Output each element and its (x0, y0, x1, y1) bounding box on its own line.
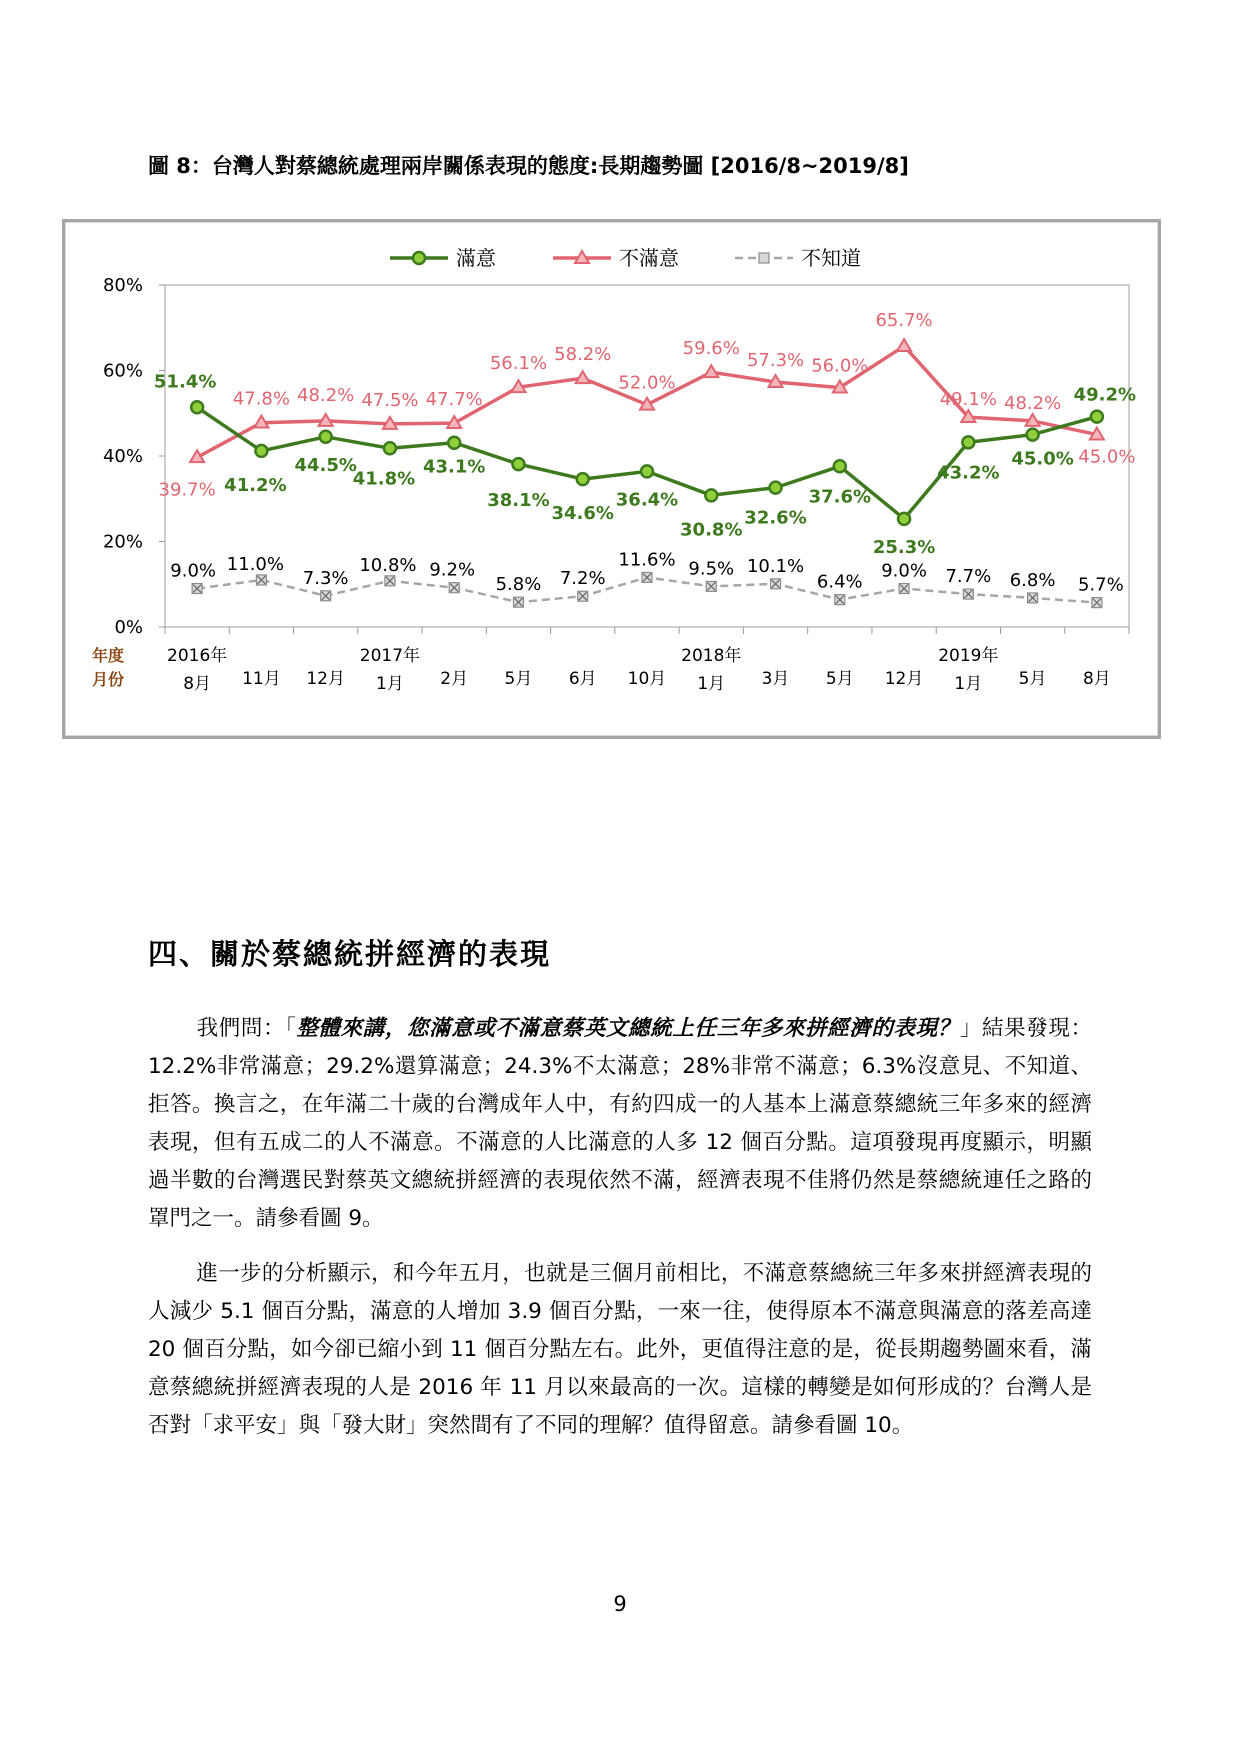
x-year-label: 2016年 (167, 646, 228, 666)
data-point-satisfied (512, 458, 524, 470)
data-label-satisfied: 36.4% (615, 489, 679, 511)
data-label-unknown: 9.5% (688, 558, 735, 580)
data-label-dissatisfied: 49.1% (939, 389, 997, 411)
page-number: 9 (613, 1592, 627, 1616)
question-close: 」 (959, 1016, 982, 1041)
data-point-unknown (1092, 598, 1102, 608)
data-point-unknown (513, 597, 523, 607)
data-point-satisfied (384, 442, 396, 454)
data-label-dissatisfied: 56.1% (489, 353, 548, 375)
data-point-satisfied (962, 436, 974, 448)
data-point-satisfied (320, 431, 332, 443)
data-point-satisfied (448, 437, 460, 449)
data-point-satisfied (1027, 429, 1039, 441)
trend-line-chart (65, 222, 1158, 736)
data-point-unknown (899, 584, 909, 594)
legend-marker-circle (413, 252, 425, 264)
x-month-label: 5月 (825, 669, 854, 689)
y-tick-label: 0% (114, 617, 143, 638)
data-label-satisfied: 43.2% (937, 462, 1000, 484)
x-year-label: 2019年 (938, 646, 999, 666)
data-label-unknown: 5.7% (1077, 574, 1124, 596)
x-month-label: 6月 (568, 669, 597, 689)
y-tick-label: 80% (102, 275, 143, 296)
x-month-label: 12月 (884, 669, 924, 689)
data-label-satisfied: 37.6% (808, 486, 872, 508)
x-month-label: 11月 (242, 669, 281, 689)
figure-caption: 圖 8：台灣人對蔡總統處理兩岸關係表現的態度:長期趨勢圖 [2016/8~2019/8] (148, 154, 909, 178)
data-label-dissatisfied: 48.2% (1004, 392, 1062, 414)
x-month-label: 5月 (1018, 669, 1047, 689)
data-point-unknown (256, 575, 266, 585)
data-label-satisfied: 38.1% (487, 490, 550, 512)
y-tick-label: 60% (102, 360, 143, 382)
x-row-label-year: 年度 (92, 646, 125, 665)
data-label-satisfied: 25.3% (872, 536, 936, 558)
data-label-satisfied: 44.5% (294, 454, 357, 476)
x-row-label-month: 月份 (92, 670, 125, 689)
data-point-satisfied (191, 401, 203, 413)
x-month-label: 1月 (697, 674, 726, 694)
data-label-unknown: 9.2% (429, 559, 476, 581)
x-month-label: 10月 (627, 669, 667, 689)
data-point-unknown (449, 583, 459, 593)
x-year-label: 2018年 (681, 646, 742, 666)
data-label-dissatisfied: 52.0% (618, 372, 676, 394)
data-label-satisfied: 30.8% (680, 519, 743, 541)
data-label-unknown: 10.1% (746, 555, 805, 577)
data-label-dissatisfied: 39.7% (158, 479, 216, 501)
data-label-dissatisfied: 65.7% (875, 310, 933, 332)
x-month-label: 1月 (376, 674, 404, 694)
paragraph-economy-question (148, 1010, 1092, 1238)
data-point-satisfied (577, 473, 589, 485)
data-label-satisfied: 34.6% (551, 503, 614, 525)
data-point-unknown (1028, 593, 1038, 603)
data-label-unknown: 10.8% (359, 554, 417, 576)
data-point-satisfied (1091, 411, 1103, 423)
data-label-dissatisfied: 57.3% (746, 350, 805, 372)
data-label-unknown: 5.8% (495, 574, 542, 596)
data-label-unknown: 9.0% (881, 560, 927, 582)
data-label-unknown: 9.0% (170, 560, 217, 582)
x-year-label: 2017年 (359, 646, 421, 666)
data-point-dissatisfied (897, 339, 911, 351)
chart-frame (62, 219, 1161, 739)
x-month-label: 2月 (440, 669, 469, 689)
data-label-dissatisfied: 47.5% (361, 389, 419, 411)
data-label-unknown: 6.8% (1009, 569, 1056, 591)
data-point-unknown (963, 589, 973, 599)
data-point-unknown (385, 576, 395, 586)
data-point-satisfied (898, 513, 910, 525)
x-month-label: 5月 (504, 669, 533, 689)
legend-label: 滿意 (456, 246, 496, 270)
question-lead: 我們問：「 (196, 1016, 297, 1041)
section-heading: 四、關於蔡總統拼經濟的表現 (148, 937, 552, 971)
data-label-satisfied: 45.0% (1011, 448, 1074, 470)
data-label-unknown: 7.3% (302, 567, 349, 589)
data-point-unknown (835, 595, 845, 605)
data-point-unknown (771, 579, 781, 589)
data-label-satisfied: 51.4% (153, 371, 217, 393)
data-label-unknown: 11.6% (618, 549, 676, 571)
y-tick-label: 20% (102, 531, 143, 553)
y-tick-label: 40% (102, 446, 143, 467)
data-point-unknown (321, 591, 331, 601)
legend-label: 不滿意 (619, 246, 679, 270)
data-label-dissatisfied: 59.6% (682, 338, 740, 360)
data-point-satisfied (770, 482, 782, 494)
data-label-satisfied: 43.1% (422, 456, 486, 478)
data-point-unknown (192, 584, 202, 594)
data-label-satisfied: 49.2% (1073, 384, 1137, 406)
data-point-satisfied (641, 465, 653, 477)
legend-label: 不知道 (801, 246, 861, 270)
data-label-satisfied: 41.2% (224, 474, 287, 496)
data-label-unknown: 6.4% (816, 571, 863, 593)
data-label-unknown: 11.0% (226, 553, 284, 575)
paragraph-body: 結果發現：12.2%非常滿意；29.2%還算滿意；24.3%不太滿意；28%非常不滿意；6.3%沒意見、不知道、拒答。換言之，在年滿二十歲的台灣成年人中，有約四成一的人基本上滿意蔡總統三年多來的經濟表現，但有五成二的人不滿意。不滿意的人比滿意的人多 12 個百分點。這項發現再度顯示，明顯過半數的台灣選民對蔡英文總統拼經濟的表現依然不滿，經濟表現不佳將仍然是蔡總統連任之路的罩門之一。請參看圖 9。 (148, 1016, 1092, 1231)
data-point-unknown (706, 581, 716, 591)
data-label-dissatisfied: 48.2% (297, 384, 355, 406)
x-month-label: 8月 (183, 674, 212, 694)
data-label-unknown: 7.7% (945, 566, 992, 588)
data-label-satisfied: 41.8% (352, 468, 416, 490)
data-point-dissatisfied (704, 365, 718, 377)
data-label-unknown: 7.2% (559, 568, 606, 590)
x-month-label: 8月 (1082, 669, 1111, 689)
data-label-dissatisfied: 47.8% (232, 388, 290, 410)
data-point-unknown (578, 591, 588, 601)
x-month-label: 3月 (761, 669, 790, 689)
data-label-satisfied: 32.6% (744, 507, 807, 529)
data-label-dissatisfied: 45.0% (1078, 446, 1136, 468)
paragraph-body: 進一步的分析顯示，和今年五月，也就是三個月前相比，不滿意蔡總統三年多來拼經濟表現的人減少 5.1 個百分點，滿意的人增加 3.9 個百分點，一來一往，使得原本不滿意與滿意的落差高達 20 個百分點，如今卻已縮小到 11 個百分點左右。此外，更值得注意的是，從長期趨勢圖來看，滿意蔡總統拼經濟表現的人是 2016 年 11 月以來最高的一次。這樣的轉變是如何形成的？台灣人是否對「求平安」與「發大財」突然間有了不同的理解？值得留意。請參看圖 10。 (148, 1261, 1092, 1438)
data-point-unknown (642, 572, 652, 582)
x-month-label: 12月 (306, 669, 345, 689)
data-point-satisfied (834, 460, 846, 472)
x-month-label: 1月 (954, 674, 983, 694)
data-label-dissatisfied: 47.7% (425, 389, 483, 411)
data-point-satisfied (255, 445, 267, 457)
data-label-dissatisfied: 58.2% (554, 344, 612, 366)
legend-marker-x (759, 253, 769, 263)
data-point-satisfied (705, 489, 717, 501)
paragraph-further-analysis (148, 1255, 1092, 1445)
survey-question: 整體來講，您滿意或不滿意蔡英文總統上任三年多來拼經濟的表現？ (296, 1016, 960, 1041)
data-label-dissatisfied: 56.0% (811, 355, 869, 377)
